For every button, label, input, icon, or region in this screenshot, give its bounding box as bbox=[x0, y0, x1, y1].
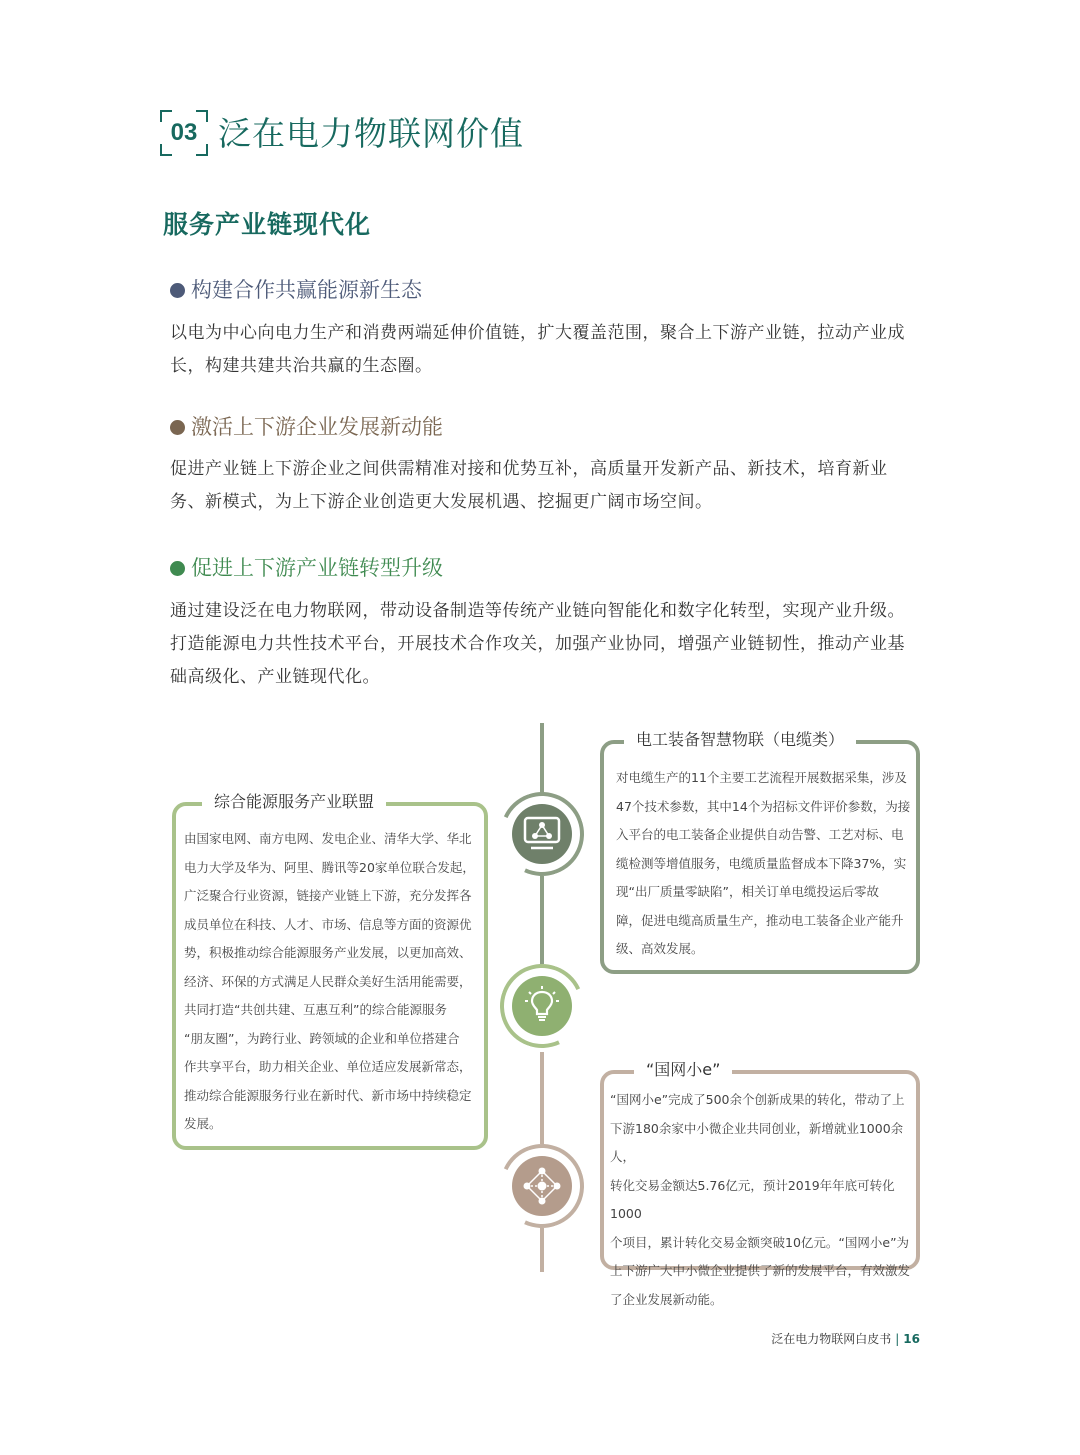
connector-line bbox=[540, 723, 544, 793]
subsection-heading-text: 构建合作共赢能源新生态 bbox=[191, 278, 422, 302]
section-title: 服务产业链现代化 bbox=[163, 210, 372, 239]
card-line: 个项目，累计转化交易金额突破10亿元。“国网小e”为 bbox=[610, 1234, 910, 1250]
card-line: 推动综合能源服务行业在新时代、新市场中持续稳定 bbox=[184, 1087, 472, 1103]
card-body bbox=[616, 764, 912, 964]
lightbulb-icon bbox=[512, 976, 572, 1036]
card-line: 电力大学及华为、阿里、腾讯等20家单位联合发起， bbox=[184, 859, 475, 875]
subsection-body-1 bbox=[170, 317, 930, 383]
card-line: 入平台的电工装备企业提供自动告警、工艺对标、电 bbox=[616, 827, 904, 842]
card-line: 成员单位在科技、人才、市场、信息等方面的资源优 bbox=[184, 916, 472, 932]
card-line: 势，积极推动综合能源服务产业发展，以更加高效、 bbox=[184, 945, 472, 960]
bullet-dot bbox=[170, 420, 185, 435]
card-title: 综合能源服务产业联盟 bbox=[202, 790, 386, 814]
card-line: 上下游广大中小微企业提供了新的发展平台，有效激发 bbox=[610, 1263, 911, 1278]
body-line: 打造能源电力共性技术平台，开展技术合作攻关，加强产业协同，增强产业链韧性，推动产业基 bbox=[170, 634, 905, 654]
card-line: “朋友圈”，为跨行业、跨领域的企业和单位搭建合 bbox=[184, 1030, 460, 1046]
card-line: 广泛聚合行业资源，链接产业链上下游，充分发挥各 bbox=[184, 888, 472, 903]
footer-separator: | bbox=[895, 1332, 900, 1346]
connector-line bbox=[540, 1052, 544, 1144]
body-line: 促进产业链上下游企业之间供需精准对接和优势互补，高质量开发新产品、新技术，培育新业 bbox=[170, 459, 888, 479]
network-nodes-icon bbox=[512, 1156, 572, 1216]
card-line: 转化交易金额达5.76亿元，预计2019年年底可转化1000 bbox=[610, 1177, 895, 1221]
card-line: 缆检测等增值服务，电缆质量监督成本下降37%，实 bbox=[616, 855, 907, 871]
body-line: 务、新模式，为上下游企业创造更大发展机遇、挖掘更广阔市场空间。 bbox=[170, 492, 713, 512]
card-line: 级、高效发展。 bbox=[616, 941, 704, 956]
subsection-heading-3 bbox=[170, 553, 443, 583]
card-title: “国网小e” bbox=[634, 1058, 732, 1082]
body-line: 以电为中心向电力生产和消费两端延伸价值链，扩大覆盖范围，聚合上下游产业链，拉动产业成 bbox=[170, 323, 905, 343]
card-line: “国网小e”完成了500余个创新成果的转化，带动了上 bbox=[610, 1092, 905, 1107]
card-body bbox=[610, 1086, 916, 1314]
card-title: 电工装备智慧物联（电缆类） bbox=[624, 728, 856, 752]
footer-doc-title: 泛在电力物联网白皮书 bbox=[771, 1332, 892, 1346]
chapter-title: 泛在电力物联网价值 bbox=[218, 114, 524, 153]
network-monitor-icon bbox=[512, 804, 572, 864]
card-line: 发展。 bbox=[184, 1116, 222, 1131]
card-line: 47个技术参数，其中14个为招标文件评价参数，为接 bbox=[616, 798, 911, 814]
connector-line bbox=[540, 1228, 544, 1272]
subsection-heading-text: 激活上下游企业发展新动能 bbox=[191, 415, 443, 439]
subsection-body-3 bbox=[170, 595, 930, 694]
chapter-number: 03 bbox=[170, 119, 198, 146]
subsection-heading-text: 促进上下游产业链转型升级 bbox=[191, 556, 443, 580]
connector-line bbox=[540, 876, 544, 964]
page-footer bbox=[771, 1330, 920, 1347]
body-line: 通过建设泛在电力物联网，带动设备制造等传统产业链向智能化和数字化转型，实现产业升级。 bbox=[170, 601, 905, 621]
body-line: 础高级化、产业链现代化。 bbox=[170, 667, 380, 687]
card-line: 对电缆生产的11个主要工艺流程开展数据采集，涉及 bbox=[616, 770, 907, 785]
card-line: 经济、环保的方式满足人民群众美好生活用能需要， bbox=[184, 973, 472, 989]
card-line: 由国家电网、南方电网、发电企业、清华大学、华北 bbox=[184, 831, 472, 846]
card-body bbox=[184, 825, 484, 1139]
card-line: 作共享平台，助力相关企业、单位适应发展新常态， bbox=[184, 1059, 472, 1074]
subsection-heading-1 bbox=[170, 275, 422, 305]
card-line: 下游180余家中小微企业共同创业，新增就业1000余人， bbox=[610, 1120, 904, 1164]
subsection-heading-2 bbox=[170, 412, 443, 442]
subsection-body-2 bbox=[170, 453, 930, 519]
card-line: 障，促进电缆高质量生产，推动电工装备企业产能升 bbox=[616, 912, 904, 928]
card-line: 现“出厂质量零缺陷”，相关订单电缆投运后零故 bbox=[616, 884, 879, 899]
bullet-dot bbox=[170, 283, 185, 298]
card-line: 了企业发展新动能。 bbox=[610, 1291, 723, 1307]
page-number: 16 bbox=[903, 1332, 920, 1346]
card-line: 共同打造“共创共建、互惠互利”的综合能源服务 bbox=[184, 1002, 447, 1017]
body-line: 长，构建共建共治共赢的生态圈。 bbox=[170, 356, 433, 376]
bullet-dot bbox=[170, 561, 185, 576]
chapter-number-box bbox=[160, 110, 208, 156]
